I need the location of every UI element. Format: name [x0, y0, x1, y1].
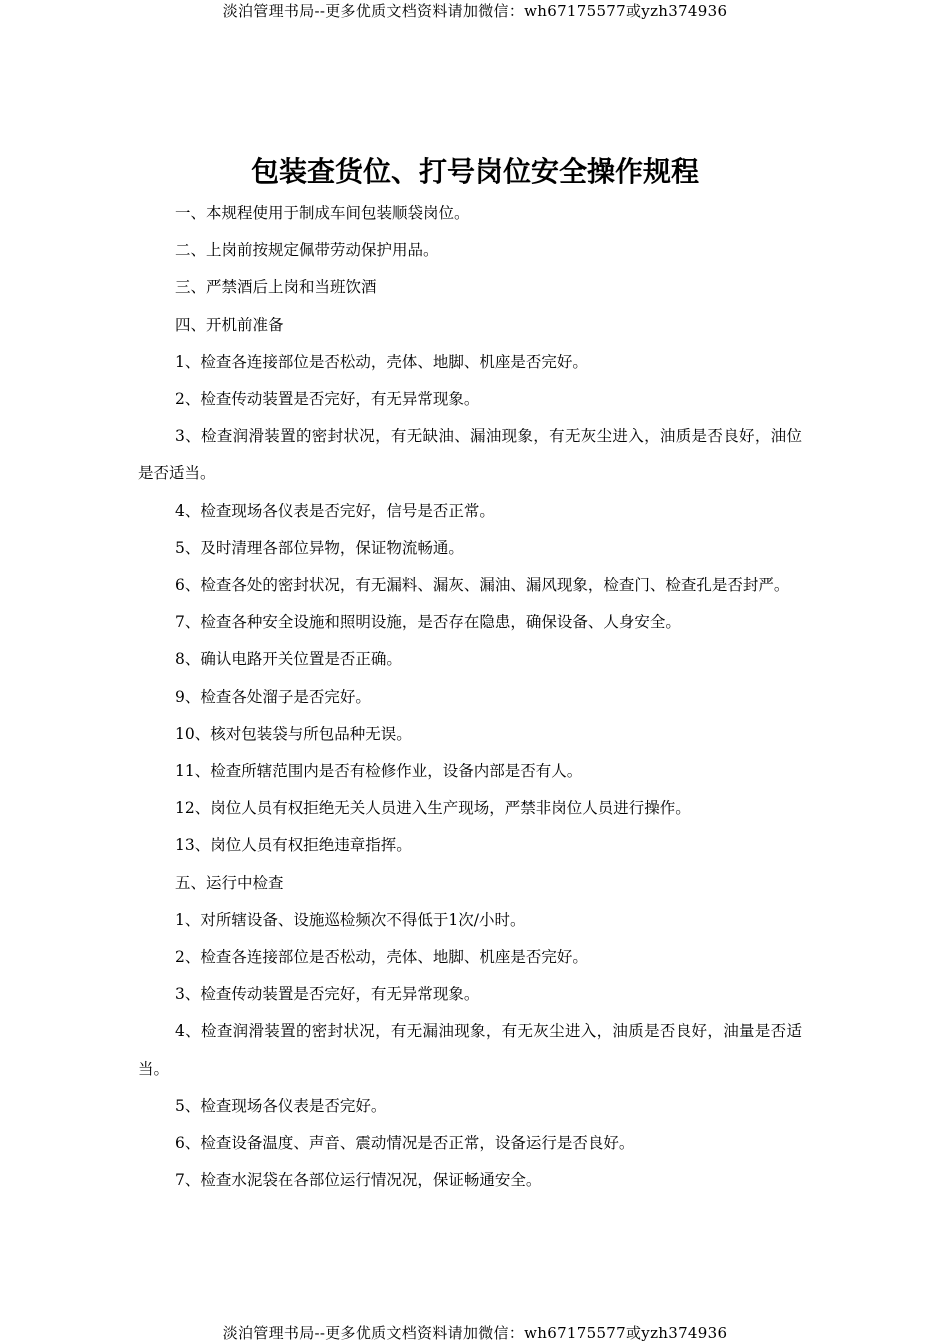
paragraph: 二、上岗前按规定佩带劳动保护用品。: [175, 241, 439, 260]
paragraph: 6、检查各处的密封状况，有无漏料、漏灰、漏油、漏风现象，检查门、检查孔是否封严。: [175, 576, 790, 595]
paragraph: 一、本规程使用于制成车间包装顺袋岗位。: [175, 204, 470, 222]
paragraph: 1、对所辖设备、设施巡检频次不得低于1次/小时。: [175, 910, 526, 929]
paragraph: 7、检查水泥袋在各部位运行情况况，保证畅通安全。: [175, 1171, 542, 1190]
paragraph: 五、运行中检查: [175, 873, 284, 892]
paragraph: 4、检查润滑装置的密封状况，有无漏油现象，有无灰尘进入，油质是否良好，油量是否适当。: [138, 1022, 802, 1078]
paragraph: 5、检查现场各仪表是否完好。: [175, 1096, 387, 1115]
page-footer: 淡泊管理书局--更多优质文档资料请加微信：wh67175577或yzh374936: [222, 1324, 728, 1342]
paragraph: 9、检查各处溜子是否完好。: [175, 687, 371, 706]
document-body: [138, 195, 802, 1199]
paragraph: 2、检查传动装置是否完好，有无异常现象。: [175, 390, 480, 409]
paragraph: 5、及时清理各部位异物，保证物流畅通。: [175, 538, 464, 557]
paragraph: 7、检查各种安全设施和照明设施，是否存在隐患，确保设备、人身安全。: [175, 613, 681, 632]
paragraph: 3、检查润滑装置的密封状况，有无缺油、漏油现象，有无灰尘进入，油质是否良好，油位是否适当。: [138, 427, 802, 483]
paragraph: 3、检查传动装置是否完好，有无异常现象。: [175, 985, 480, 1004]
paragraph: 12、岗位人员有权拒绝无关人员进入生产现场，严禁非岗位人员进行操作。: [175, 799, 691, 818]
paragraph: 四、开机前准备: [175, 315, 284, 334]
paragraph: 8、确认电路开关位置是否正确。: [175, 650, 402, 669]
paragraph: 13、岗位人员有权拒绝违章指挥。: [175, 836, 412, 855]
page-header: 淡泊管理书局--更多优质文档资料请加微信：wh67175577或yzh374936: [222, 2, 728, 20]
paragraph: 4、检查现场各仪表是否完好，信号是否正常。: [175, 501, 495, 520]
paragraph: 1、检查各连接部位是否松动，壳体、地脚、机座是否完好。: [175, 352, 588, 371]
paragraph: 6、检查设备温度、声音、震动情况是否正常，设备运行是否良好。: [175, 1134, 635, 1153]
paragraph: 2、检查各连接部位是否松动，壳体、地脚、机座是否完好。: [175, 948, 588, 967]
paragraph: 11、检查所辖范围内是否有检修作业，设备内部是否有人。: [175, 762, 583, 781]
document-title: 包装查货位、打号岗位安全操作规程: [250, 155, 699, 188]
paragraph: 10、核对包装袋与所包品种无误。: [175, 724, 412, 743]
paragraph: 三、严禁酒后上岗和当班饮酒: [175, 278, 377, 297]
